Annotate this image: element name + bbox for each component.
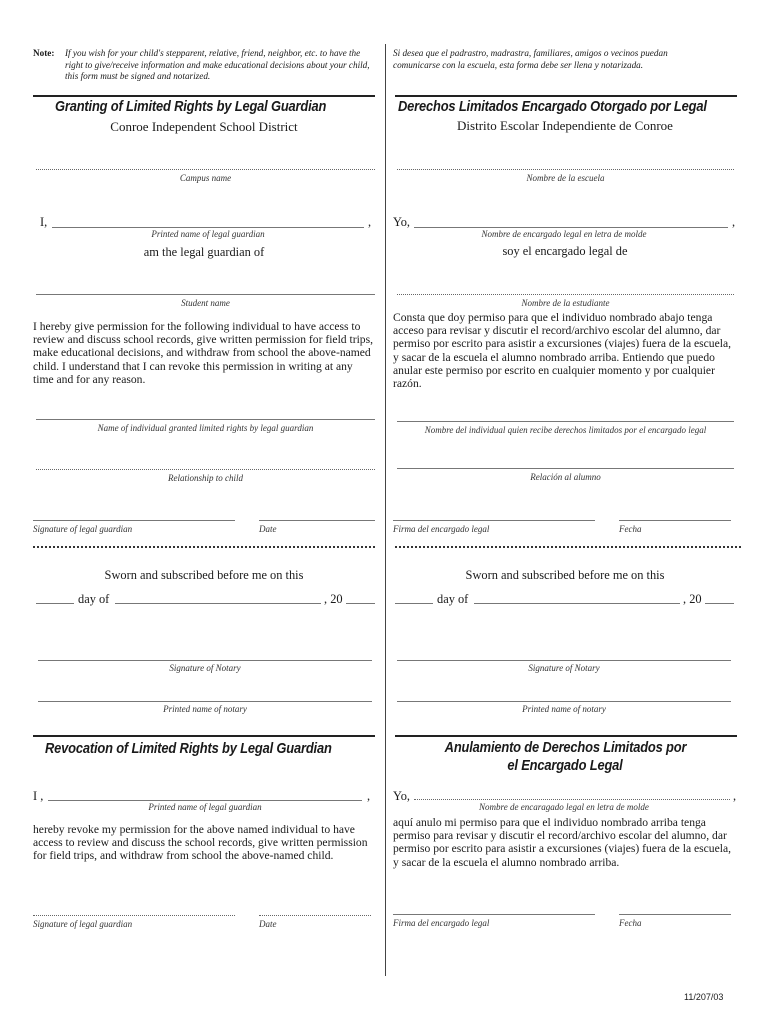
month-line-en[interactable] — [115, 603, 321, 604]
notary-signature-line-en[interactable] — [38, 660, 372, 661]
revoke-date-caption-es: Fecha — [619, 918, 642, 928]
revoke-rule-es — [395, 735, 737, 737]
revoke-date-line-en[interactable] — [259, 915, 371, 916]
notary-signature-caption-en: Signature of Notary — [169, 663, 241, 673]
note-text-es: Si desea que el padrastro, madrastra, familiares, amigos o vecinos puedan comunicarse con la escuela, esta forma debe ser llena y notarizada. — [393, 48, 668, 70]
date-line-es[interactable] — [619, 520, 731, 521]
district-es: Distrito Escolar Independiente de Conroe — [457, 118, 673, 133]
revoke-title-es-line1: Anulamiento de Derechos Limitados por — [444, 739, 686, 756]
individual-caption-en: Name of individual granted limited rights by legal guardian — [97, 423, 314, 433]
revoke-text-en: hereby revoke my permission for the above named individual to have access to review and discuss the school records, give written permission for field trips, and withdraw from school the above-named child. — [33, 823, 368, 863]
sworn-text-es: Sworn and subscribed before me on this — [465, 568, 665, 582]
year-line-es[interactable] — [705, 603, 734, 604]
year-line-en[interactable] — [346, 603, 375, 604]
revoke-title-en: Revocation of Limited Rights by Legal Guardian — [45, 740, 332, 757]
day-line-es[interactable] — [395, 603, 433, 604]
i-label-en: I, — [40, 215, 48, 229]
campus-line-en[interactable] — [36, 169, 375, 170]
comma-es: , — [732, 215, 736, 229]
date-caption-en: Date — [259, 524, 277, 534]
campus-caption-es: Nombre de la escuela — [526, 173, 605, 183]
day-of-label-es: day of — [437, 592, 469, 606]
guardian-name-line-es[interactable] — [414, 227, 728, 228]
notary-printed-line-en[interactable] — [38, 701, 372, 702]
notary-printed-caption-en: Printed name of notary — [163, 704, 247, 714]
permission-text-en: I hereby give permission for the following individual to have access to review and discuss school records, give written permission for field trips, make educational decisions, and withdraw from school the above-named child. I understand that I can revoke this permission in writing at any time and for any reason. — [33, 320, 374, 386]
note-text-en: If you wish for your child's stepparent, relative, friend, neighbor, etc. to have the right to give/receive information and make educational decisions about your child, this form must be signed and notarized. — [65, 48, 370, 82]
campus-caption-en: Campus name — [179, 173, 232, 183]
notary-signature-line-es[interactable] — [397, 660, 731, 661]
district-en: Conroe Independent School District — [110, 119, 298, 134]
am-guardian-es: soy el encargado legal de — [502, 244, 628, 258]
column-divider — [385, 44, 386, 976]
revoke-printed-caption-en: Printed name of legal guardian — [148, 802, 262, 812]
date-caption-es: Fecha — [619, 524, 642, 534]
year-label-en: , 20 — [324, 592, 343, 606]
title-rule-en — [33, 95, 375, 97]
note-en — [33, 48, 378, 83]
relationship-caption-en: Relationship to child — [168, 473, 243, 483]
date-line-en[interactable] — [259, 520, 375, 521]
revoke-signature-caption-es: Firma del encargado legal — [393, 918, 490, 928]
guardian-signature-caption-en: Signature of legal guardian — [33, 524, 133, 534]
revoke-i-label-en: I , — [33, 789, 44, 803]
revoke-signature-line-es[interactable] — [393, 914, 595, 915]
notary-printed-caption-es: Printed name of notary — [522, 704, 606, 714]
day-of-label-en: day of — [78, 592, 110, 606]
guardian-signature-line-es[interactable] — [393, 520, 595, 521]
guardian-signature-caption-es: Firma del encargado legal — [393, 524, 490, 534]
revoke-text-es: aquí anulo mi permiso para que el individuo nombrado arriba tenga permiso para revisar y discutir el record/archivo escolar del alumno, dar permiso por escrito para asistir a excursiones (viajes) fuera de la escuela, y sacar de la escuela el alumno nombrado arriba. — [393, 816, 732, 869]
student-caption-en: Student name — [181, 298, 230, 308]
notary-signature-caption-es: Signature of Notary — [528, 663, 600, 673]
revoke-date-caption-en: Date — [259, 919, 277, 929]
sworn-text-en: Sworn and subscribed before me on this — [104, 568, 304, 582]
am-guardian-en: am the legal guardian of — [143, 245, 265, 259]
revoke-guardian-name-line-en[interactable] — [48, 800, 362, 801]
individual-line-en[interactable] — [36, 419, 375, 420]
notary-printed-line-es[interactable] — [397, 701, 731, 702]
campus-line-es[interactable] — [397, 169, 734, 170]
month-line-es[interactable] — [474, 603, 680, 604]
revoke-printed-caption-es: Nombre de encaragado legal en letra de molde — [479, 802, 649, 812]
student-caption-es: Nombre de la estudiante — [521, 298, 610, 308]
student-line-en[interactable] — [36, 294, 375, 295]
form-code: 11/207/03 — [684, 992, 724, 1002]
printed-name-caption-es: Nombre de encargado legal en letra de molde — [481, 229, 647, 239]
note-label: Note: — [33, 48, 55, 58]
relationship-caption-es: Relación al alumno — [530, 472, 601, 482]
revoke-signature-line-en[interactable] — [33, 915, 235, 916]
grant-title-en: Granting of Limited Rights by Legal Guardian — [55, 98, 327, 115]
i-label-es: Yo, — [393, 215, 410, 229]
comma-en: , — [368, 215, 372, 229]
revoke-title-es — [395, 739, 735, 775]
revoke-rule-en — [33, 735, 375, 737]
individual-line-es[interactable] — [397, 421, 734, 422]
grant-title-es: Derechos Limitados Encargado Otorgado por Legal — [398, 98, 707, 115]
revoke-i-label-es: Yo, — [393, 789, 410, 803]
revoke-date-line-es[interactable] — [619, 914, 731, 915]
permission-text-es: Consta que doy permiso para que el individuo nombrado abajo tenga acceso para revisar y discutir el record/archivo escolar del alumno, dar permiso por escrito para asistir a excursiones (viajes) fuera de la escuela, y sacar de la escuela el alumno nombrado arriba. Entiendo que puedo anular este permiso por escrito en cualquier momento y por cualquier razón. — [393, 311, 732, 391]
title-rule-es — [395, 95, 737, 97]
year-label-es: , 20 — [683, 592, 702, 606]
cut-line-es — [395, 546, 741, 548]
revoke-guardian-name-line-es[interactable] — [414, 799, 730, 800]
revoke-title-es-line2: el Encargado Legal — [507, 757, 623, 774]
revoke-comma-es: , — [733, 789, 737, 803]
revoke-signature-caption-en: Signature of legal guardian — [33, 919, 133, 929]
day-line-en[interactable] — [36, 603, 74, 604]
student-line-es[interactable] — [397, 294, 734, 295]
individual-caption-es: Nombre del individual quien recibe derechos limitados por el encargado legal — [424, 425, 707, 435]
printed-name-caption-en: Printed name of legal guardian — [151, 229, 265, 239]
relationship-line-en[interactable] — [36, 469, 375, 470]
cut-line-en — [33, 546, 375, 548]
guardian-signature-line-en[interactable] — [33, 520, 235, 521]
guardian-name-line-en[interactable] — [52, 227, 364, 228]
relationship-line-es[interactable] — [397, 468, 734, 469]
revoke-comma-en: , — [367, 789, 371, 803]
